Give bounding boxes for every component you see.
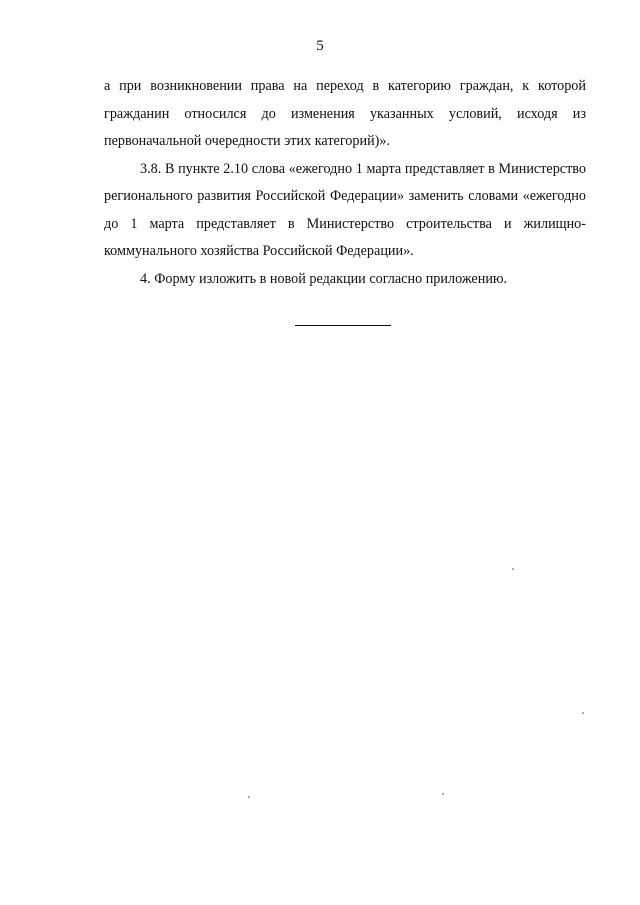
page-number: 5: [316, 38, 324, 54]
scan-speck: [512, 568, 514, 570]
document-body: [104, 73, 586, 293]
paragraph-item-3-8: 3.8. В пункте 2.10 слова «ежегодно 1 марта представляет в Министерство регионального развития Российской Федерации» заменить словами «ежегодно до 1 марта представляет в Министерство строительства и жилищно-коммунального хозяйства Российской Федерации».: [104, 160, 586, 259]
paragraph-item-4: 4. Форму изложить в новой редакции согласно приложению.: [140, 270, 508, 287]
scan-speck: [248, 796, 250, 798]
scan-speck: [442, 793, 444, 795]
end-separator-line: [295, 325, 391, 326]
paragraph-continuation: а при возникновении права на переход в категорию граждан, к которой гражданин относился до изменения указанных условий, исходя из первоначальной очередности этих категорий)».: [104, 78, 586, 149]
scan-speck: [582, 712, 584, 714]
